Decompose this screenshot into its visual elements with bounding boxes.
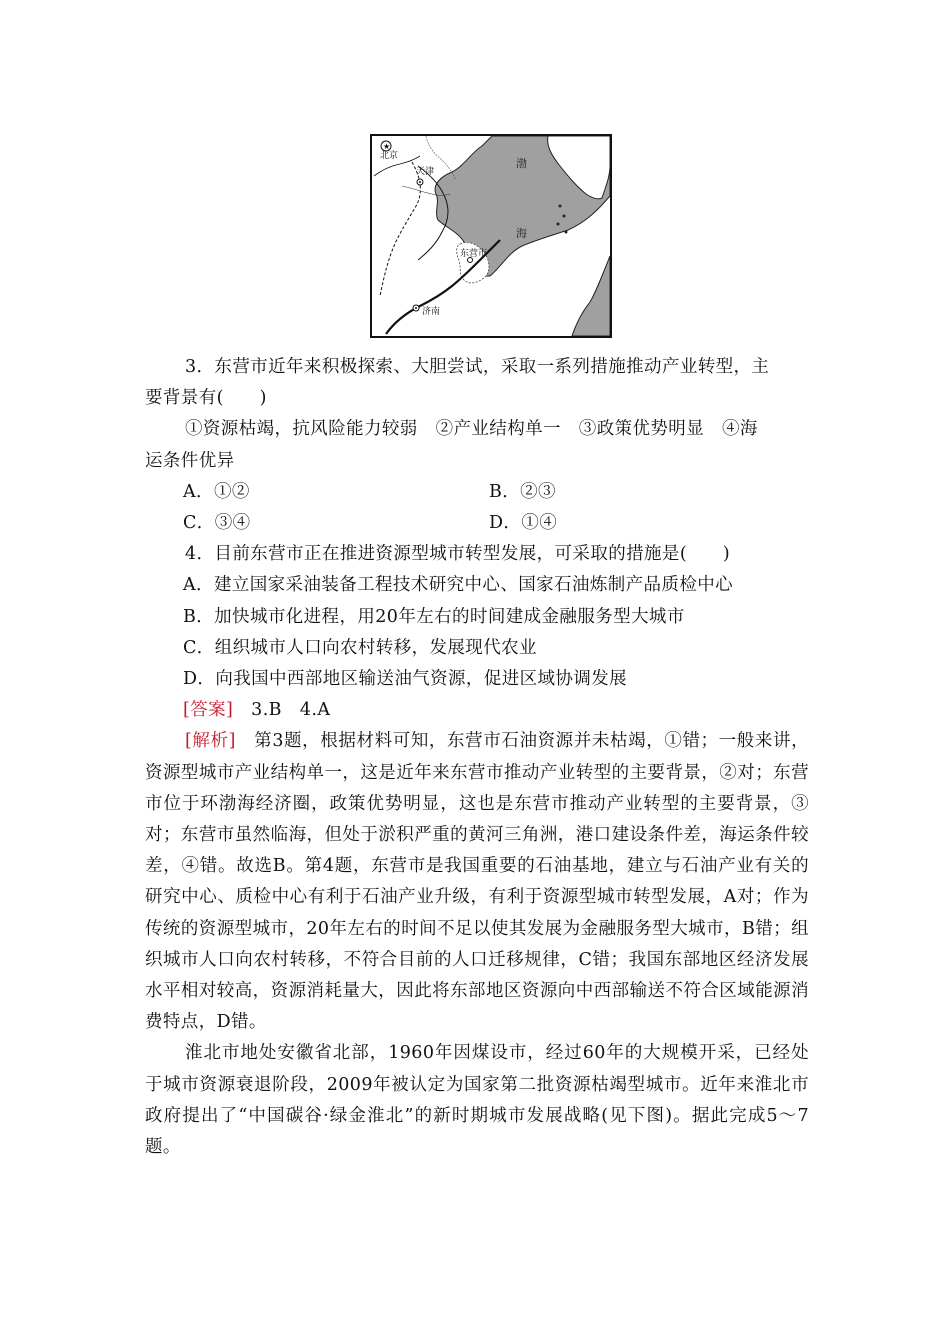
q3-option-d: D．①④ <box>489 513 558 534</box>
svg-text:★: ★ <box>383 142 391 151</box>
q3-items-line1: ①资源枯竭，抗风险能力较弱 ②产业结构单一 ③政策优势明显 ④海 <box>185 419 758 440</box>
map-label-tianjin: 天津 <box>416 167 435 177</box>
map-label-sea-2: 海 <box>516 227 527 240</box>
q4-option-b: B．加快城市化进程，用20年左右的时间建成金融服务型大城市 <box>183 606 685 627</box>
q4-option-d: D．向我国中西部地区输送油气资源，促进区域协调发展 <box>183 669 628 690</box>
region-map <box>370 134 612 338</box>
q3-options-row2 <box>145 508 809 539</box>
question-text <box>145 352 809 1163</box>
q3-options-row1 <box>145 477 809 508</box>
map-drawing <box>372 136 610 336</box>
answer-text: 3.B 4.A <box>233 700 331 721</box>
q4-stem: 4．目前东营市正在推进资源型城市转型发展，可采取的措施是( ) <box>185 544 731 565</box>
analysis-paragraph <box>145 726 809 1038</box>
railway-north <box>380 162 420 296</box>
analysis-tag: [解析] <box>185 731 236 752</box>
q3-items-line2: 运条件优异 <box>145 450 235 471</box>
analysis-text: 第3题，根据材料可知，东营市石油资源并未枯竭，①错；一般来讲，资源型城市产业结构单一，这是近年来东营市推动产业转型的主要背景，②对；东营市位于环渤海经济圈，政策优势明显，这也是东营市推动产业转型的主要背景，③对；东营市虽然临海，但处于淤积严重的黄河三角洲，港口建设条件差，海运条件较差，④错。故选B。第4题，东营市是我国重要的石油基地，建立与石油产业有关的研究中心、质检中心有利于石油产业升级，有利于资源型城市转型发展，A对；作为传统的资源型城市，20年左右的时间不足以使其发展为金融服务型大城市，B错；组织城市人口向农村转移，不符合目前的人口迁移规律，C错；我国东部地区经济发展水平相对较高，资源消耗量大，因此将东部地区资源向中西部输送不符合区域能源消费特点，D错。 <box>145 731 809 1033</box>
yellow-sea-shape <box>572 256 610 336</box>
answer-tag: [答案] <box>183 700 234 721</box>
q3-option-b: B．②③ <box>489 481 556 502</box>
q3-option-a: A．①② <box>183 481 250 502</box>
q4-option-c: C．组织城市人口向农村转移，发展现代农业 <box>183 637 537 658</box>
map-label-beijing: 北京 <box>380 151 399 161</box>
passage-paragraph: 淮北市地处安徽省北部，1960年因煤设市，经过60年的大规模开采，已经处于城市资源衰退阶段，2009年被认定为国家第二批资源枯竭型城市。近年来淮北市政府提出了“中国碳谷·绿金淮北”的新时期城市发展战略(见下图)。据此完成5～7题。 <box>145 1043 809 1158</box>
answer-line <box>145 695 809 726</box>
q3-stem-line1: 3．东营市近年来积极探索、大胆尝试，采取一系列措施推动产业转型，主 <box>185 357 770 377</box>
map-label-dongying: 东营市 <box>460 249 488 259</box>
q3-option-c: C．③④ <box>183 513 251 534</box>
map-label-jinan: 济南 <box>422 307 441 317</box>
q4-option-a: A．建立国家采油装备工程技术研究中心、国家石油炼制产品质检中心 <box>183 575 734 596</box>
map-label-sea-1: 渤 <box>516 157 527 170</box>
q3-stem-line2: 要背景有( ) <box>145 388 267 409</box>
